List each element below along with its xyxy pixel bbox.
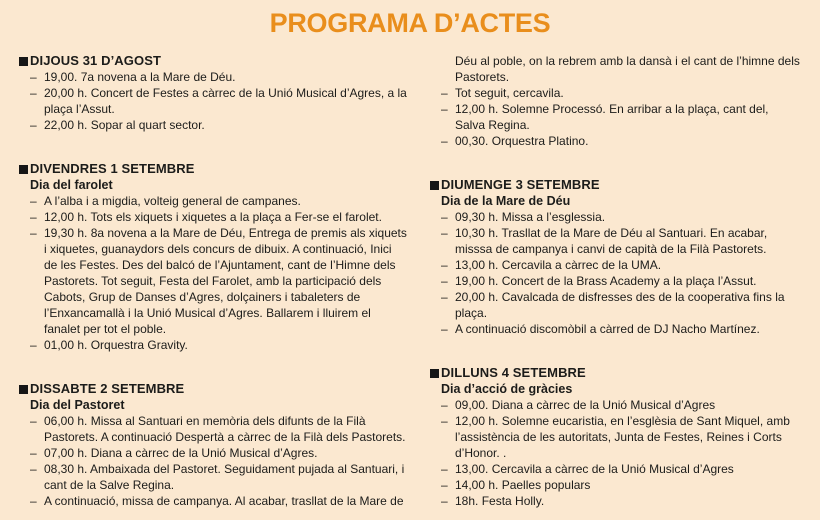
section-heading [19, 161, 407, 177]
event-text: 19,30 h. 8a novena a la Mare de Déu, Entrega de premis als xiquets i xiquetes, guanaydors dels concurs de dibuix. A continuació, Inici de les Festes. Des del balcó de l’Ajuntament, cant de l’Himne dels Pastorets. Tot seguit, Festa del Farolet, amb la participació dels Cabots, Grup de Danses d’Agres, dolçainers i tabaleters de l’Enxancamallà i la Unió Musical d’Agres. Ballarem i lluirem el fanalet per tot el poble. [44, 226, 407, 336]
page-title: PROGRAMA D’ACTES [269, 8, 551, 38]
item-dash-icon: – [441, 258, 448, 272]
item-dash-icon: – [30, 446, 37, 460]
event-item [30, 493, 407, 509]
item-dash-icon: – [30, 70, 37, 84]
item-dash-icon: – [441, 86, 448, 100]
section-heading [430, 177, 800, 193]
event-text: 13,00 h. Cercavila a càrrec de la UMA. [455, 258, 662, 272]
event-item [30, 117, 407, 133]
section-heading [19, 381, 407, 397]
section-bullet-icon [430, 181, 439, 190]
item-dash-icon: – [30, 414, 37, 428]
event-text: 22,00 h. Sopar al quart sector. [44, 118, 205, 132]
item-dash-icon: – [441, 210, 448, 224]
item-dash-icon: – [30, 494, 37, 508]
item-dash-icon: – [441, 226, 448, 240]
section-bullet-icon [19, 385, 28, 394]
event-item [441, 257, 800, 273]
event-text: 18h. Festa Holly. [455, 494, 545, 508]
section-heading [19, 53, 407, 69]
day-section [19, 53, 407, 133]
item-dash-icon: – [30, 86, 37, 100]
item-dash-icon: – [441, 134, 448, 148]
event-item [30, 337, 407, 353]
event-item [30, 193, 407, 209]
column-left [19, 53, 407, 509]
event-item [441, 321, 800, 337]
event-item [441, 273, 800, 289]
event-item [30, 461, 407, 493]
item-dash-icon [441, 53, 455, 85]
day-section [19, 381, 407, 509]
section-subheading: Dia del Pastoret [30, 398, 125, 412]
event-item [441, 477, 800, 493]
event-text: A continuació, missa de campanya. Al acabar, trasllat de la Mare de [44, 494, 404, 508]
event-item [30, 69, 407, 85]
event-item [441, 493, 800, 509]
section-heading-text: DISSABTE 2 SETEMBRE [30, 381, 185, 396]
section-bullet-icon [19, 57, 28, 66]
event-text: 09,00. Diana a càrrec de la Unió Musical d’Agres [455, 398, 716, 412]
item-dash-icon: – [30, 118, 37, 132]
event-text: A l’alba i a migdia, volteig general de campanes. [44, 194, 301, 208]
event-item [30, 85, 407, 117]
event-item [441, 461, 800, 477]
section-heading-text: DIJOUS 31 D’AGOST [30, 53, 162, 68]
event-item [30, 413, 407, 445]
event-item [30, 209, 407, 225]
section-heading [430, 365, 800, 381]
event-item [441, 289, 800, 321]
event-text: 12,00 h. Tots els xiquets i xiquetes a la plaça a Fer-se el farolet. [44, 210, 382, 224]
event-text: 06,00 h. Missa al Santuari en memòria dels difunts de la Filà Pastorets. A continuació Despertà a càrrec de la Filà dels Pastorets. [44, 414, 406, 444]
event-text: 01,00 h. Orquestra Gravity. [44, 338, 188, 352]
event-text: 19,00. 7a novena a la Mare de Déu. [44, 70, 236, 84]
event-item [441, 133, 800, 149]
event-item [441, 209, 800, 225]
section-subheading: Dia del farolet [30, 178, 113, 192]
item-dash-icon: – [441, 322, 448, 336]
event-text: 19,00 h. Concert de la Brass Academy a la plaça l’Assut. [455, 274, 757, 288]
event-text: 10,30 h. Trasllat de la Mare de Déu al Santuari. En acabar, misssa de campanya i canvi de capità de la Filà Pastorets. [455, 226, 768, 256]
event-text: Tot seguit, cercavila. [455, 86, 564, 100]
event-item [441, 397, 800, 413]
item-dash-icon: – [441, 274, 448, 288]
event-item [441, 225, 800, 257]
event-item [441, 413, 800, 461]
item-dash-icon: – [441, 494, 448, 508]
day-section [430, 365, 800, 509]
event-item [30, 225, 407, 337]
section-subheading: Dia de la Mare de Déu [441, 194, 571, 208]
item-dash-icon: – [30, 462, 37, 476]
event-text: 13,00. Cercavila a càrrec de la Unió Musical d’Agres [455, 462, 734, 476]
item-dash-icon: – [30, 338, 37, 352]
event-item [30, 445, 407, 461]
event-text: 12,00 h. Solemne eucaristia, en l’esglèsia de Sant Miquel, amb l’assistència de les autoritats, Junta de Festes, Reines i Corts d’Honor. . [455, 414, 790, 460]
event-text: 20,00 h. Cavalcada de disfresses des de la cooperativa fins la plaça. [455, 290, 785, 320]
item-dash-icon: – [441, 462, 448, 476]
event-text: 09,30 h. Missa a l’esglessia. [455, 210, 606, 224]
section-heading-text: DIUMENGE 3 SETEMBRE [441, 177, 600, 192]
event-item [441, 101, 800, 133]
columns-container [0, 38, 820, 509]
event-text: 07,00 h. Diana a càrrec de la Unió Musical d’Agres. [44, 446, 318, 460]
column-right [430, 53, 800, 509]
event-text: Déu al poble, on la rebrem amb la dansà i el cant de l’himne dels Pastorets. [455, 54, 800, 84]
item-dash-icon: – [441, 478, 448, 492]
section-heading-text: DILLUNS 4 SETEMBRE [441, 365, 586, 380]
event-text: 20,00 h. Concert de Festes a càrrec de la Unió Musical d’Agres, a la plaça l’Assut. [44, 86, 407, 116]
event-item [441, 85, 800, 101]
event-text: 00,30. Orquestra Platino. [455, 134, 589, 148]
event-text: 08,30 h. Ambaixada del Pastoret. Seguidament pujada al Santuari, i cant de la Salve Regina. [44, 462, 405, 492]
item-dash-icon: – [441, 102, 448, 116]
day-section [430, 53, 800, 149]
item-dash-icon: – [30, 194, 37, 208]
item-dash-icon: – [441, 398, 448, 412]
event-item [441, 53, 800, 85]
item-dash-icon: – [30, 226, 37, 240]
section-bullet-icon [19, 165, 28, 174]
section-heading-text: DIVENDRES 1 SETEMBRE [30, 161, 195, 176]
item-dash-icon: – [441, 290, 448, 304]
day-section [430, 177, 800, 337]
event-text: 14,00 h. Paelles populars [455, 478, 591, 492]
item-dash-icon: – [441, 414, 448, 428]
event-text: A continuació discomòbil a càrred de DJ Nacho Martínez. [455, 322, 760, 336]
section-subheading: Dia d’acció de gràcies [441, 382, 573, 396]
event-text: 12,00 h. Solemne Processó. En arribar a la plaça, cant del, Salva Regina. [455, 102, 769, 132]
day-section [19, 161, 407, 353]
section-bullet-icon [430, 369, 439, 378]
item-dash-icon: – [30, 210, 37, 224]
